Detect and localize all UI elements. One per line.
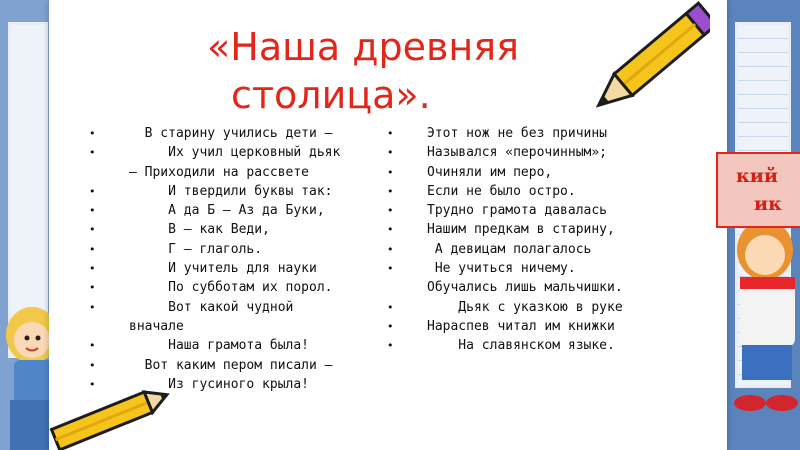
bullet-icon: •: [89, 223, 96, 237]
poem-line-text: Назывался «перочинным»;: [427, 145, 608, 161]
bullet-icon: •: [89, 300, 96, 314]
bullet-icon: •: [89, 242, 96, 256]
poem-line-text: вначале: [129, 318, 184, 334]
bullet-icon: •: [89, 127, 96, 140]
pencil-icon: [42, 390, 172, 450]
poem-line: [129, 317, 340, 336]
poem-left-column: [89, 124, 341, 394]
poem-line: [387, 240, 623, 259]
poem-line: [387, 298, 623, 317]
poem-line: [89, 356, 340, 375]
bullet-icon: •: [89, 146, 96, 160]
bullet-icon: •: [387, 223, 394, 237]
poem-line: [89, 143, 341, 162]
poem-line: [129, 163, 340, 182]
poem-line-text: Нараспев читал им книжки: [427, 318, 615, 334]
poem-line: [387, 182, 623, 201]
poem-line-text: Нашим предкам в старину,: [427, 222, 615, 238]
bullet-icon: •: [89, 358, 96, 372]
side-label: [716, 152, 800, 228]
poem-line-text: И учитель для науки: [129, 261, 317, 277]
poem-line: [387, 143, 623, 162]
poem-line-text: И твердили буквы так:: [129, 183, 333, 199]
bullet-icon: •: [89, 339, 96, 353]
poem-line-text: Дьяк с указкою в руке: [427, 299, 623, 315]
title-line-1: «Наша древняя: [207, 25, 519, 69]
pencil-icon: [590, 0, 710, 140]
bullet-icon: •: [387, 339, 394, 353]
poem-line-text: Не учиться ничему.: [427, 261, 576, 277]
bullet-icon: •: [387, 262, 394, 276]
side-label-line-1: кий: [736, 165, 778, 187]
bullet-icon: •: [89, 262, 96, 276]
bullet-icon: •: [89, 184, 96, 198]
poem-line: [89, 220, 340, 239]
poem-line-text: Из гусиного крыла!: [129, 376, 310, 392]
boy-figure: [720, 215, 800, 415]
poem-line-text: Обучались лишь мальчишки.: [427, 280, 623, 296]
poem-line: [427, 278, 623, 297]
poem-line: [387, 163, 623, 182]
poem-line-text: На славянском языке.: [427, 338, 615, 354]
poem-line-text: В – как Веди,: [129, 222, 270, 238]
poem-line: [387, 259, 623, 278]
bullet-icon: •: [387, 300, 394, 314]
poem-line: [89, 298, 340, 317]
poem-line-text: – Приходили на рассвете: [129, 164, 310, 180]
poem-line-text: Очиняли им перо,: [427, 164, 553, 180]
bullet-icon: •: [387, 319, 394, 333]
bullet-icon: •: [89, 377, 96, 391]
bullet-icon: •: [387, 242, 394, 256]
poem-line: [387, 201, 623, 220]
bullet-icon: •: [387, 204, 394, 218]
poem-line: [89, 278, 340, 297]
poem-line-text: Наша грамота была!: [129, 338, 310, 354]
poem-line-text: В старину учились дети –: [129, 126, 333, 141]
title-line-2: столица».: [231, 73, 431, 117]
bullet-icon: •: [89, 281, 96, 295]
poem-line-text: Вот каким пером писали –: [129, 357, 333, 373]
poem-line: [89, 201, 340, 220]
poem-line: [387, 220, 623, 239]
poem-line: [89, 124, 340, 143]
bullet-icon: •: [387, 184, 394, 198]
bullet-icon: •: [387, 165, 394, 179]
poem-line-text: А да Б – Аз да Буки,: [129, 203, 325, 219]
poem-line-text: Если не было остро.: [427, 183, 576, 199]
side-label-line-2: ик: [754, 193, 782, 215]
poem-line: [89, 182, 340, 201]
bullet-icon: •: [387, 127, 394, 140]
poem-line: [89, 240, 340, 259]
poem-line: [89, 259, 340, 278]
bullet-icon: •: [89, 204, 96, 218]
poem-line-text: А девицам полагалось: [427, 241, 592, 257]
poem-line-text: Трудно грамота давалась: [427, 203, 608, 219]
poem-line-text: Этот нож не без причины: [427, 126, 608, 141]
poem-right-column: [387, 124, 623, 356]
poem-line: [387, 336, 623, 355]
poem-line-text: По субботам их порол.: [129, 280, 333, 296]
poem-line-text: Их учил церковный дьяк: [129, 145, 341, 161]
poem-line: [89, 336, 340, 355]
bullet-icon: •: [387, 146, 394, 160]
poem-line: [387, 317, 623, 336]
poem-line-text: Вот какой чудной: [129, 299, 294, 315]
poem-line-text: Г – глаголь.: [129, 241, 263, 257]
